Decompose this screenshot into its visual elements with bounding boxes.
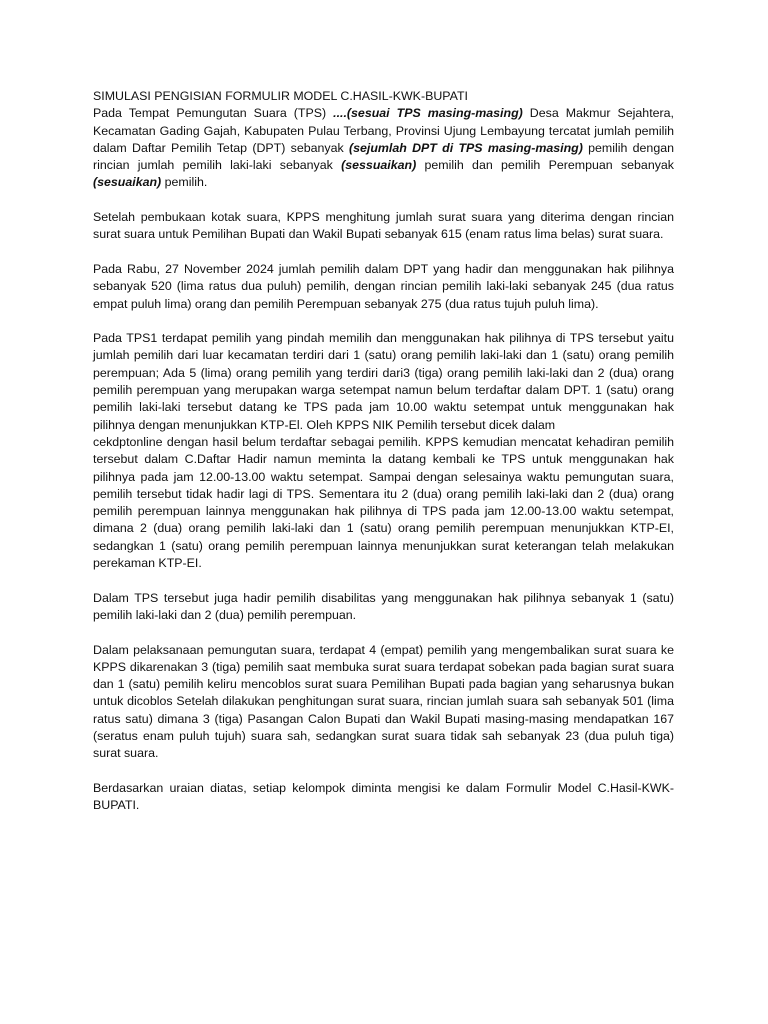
tps1-voters-part-2: cekdptonline dengan hasil belum terdaftar sebagai pemilih. KPPS kemudian mencatat kehadiran pemilih tersebut dalam C.Daftar Hadir namun meminta la datang kembali ke TPS untuk menggunakan hak pilihnya pada jam 12.00-13.00 waktu setempat. Sampai dengan selesainya waktu pemungutan suara, pemilih tersebut tidak hadir lagi di TPS. Sementara itu 2 (dua) orang pemilih laki-laki dan 2 (dua) orang pemilih perempuan lainnya menggunakan hak pilihnya di TPS pada jam 12.00-13.00 waktu setempat, dimana 2 (dua) orang pemilih laki-laki dan 1 (satu) orang pemilih perempuan menunjukkan KTP-EI, sedangkan 1 (satu) orang pemilih perempuan lainnya menunjukkan surat keterangan telah melakukan perekaman KTP-EI. <box>93 434 674 571</box>
tps1-voters-part-1: Pada TPS1 terdapat pemilih yang pindah memilih dan menggunakan hak pilihnya di TPS tersebut yaitu jumlah pemilih dari luar kecamatan terdiri dari 1 (satu) orang pemilih laki-laki dan 1 (satu) orang pemilih perempuan; Ada 5 (lima) orang pemilih yang terdiri dari3 (tiga) orang pemilih laki-laki dan 2 (dua) orang pemilih perempuan yang merupakan warga setempat namun belum terdaftar dalam DPT. 1 (satu) orang pemilih laki-laki tersebut datang ke TPS pada jam 10.00 waktu setempat untuk menggunakan hak pilihnya dengan menunjukkan KTP-El. Oleh KPPS NIK Pemilih tersebut dicek dalam <box>93 331 674 432</box>
intro-text-4: pemilih dan pemilih Perempuan sebanyak <box>416 158 674 173</box>
intro-emphasis-1: ....(sesuai TPS masing-masing) <box>333 106 523 121</box>
paragraph-intro <box>93 105 674 191</box>
intro-text-3: pemilih dengan rincian jumlah pemilih laki-laki sebanyak <box>93 140 674 173</box>
paragraph-tps1-voters <box>93 330 674 572</box>
paragraph-voter-turnout: Pada Rabu, 27 November 2024 jumlah pemilih dalam DPT yang hadir dan menggunakan hak pilihnya sebanyak 520 (lima ratus dua puluh) pemilih, dengan rincian pemilih laki-laki sebanyak 245 (dua ratus empat puluh lima) orang dan pemilih Perempuan sebanyak 275 (dua ratus tujuh puluh lima). <box>93 261 674 311</box>
paragraph-ballot-receipt: Setelah pembukaan kotak suara, KPPS menghitung jumlah surat suara yang diterima dengan rincian surat suara untuk Pemilihan Bupati dan Wakil Bupati sebanyak 615 (enam ratus lima belas) surat suara. <box>93 210 674 242</box>
intro-text-5: pemilih. <box>161 175 208 190</box>
intro-emphasis-2: (sejumlah DPT di TPS masing-masing) <box>348 140 583 155</box>
intro-text-2: Desa Makmur Sejahtera, Kecamatan Gading Gajah, Kabupaten Pulau Terbang, Provinsi Ujung Lembayung tercatat jumlah pemilih dalam Daftar Pemilih Tetap (DPT) sebanyak <box>93 106 674 155</box>
document-page <box>93 88 674 832</box>
paragraph-disability-voters: Dalam TPS tersebut juga hadir pemilih disabilitas yang menggunakan hak pilihnya sebanyak 1 (satu) pemilih laki-laki dan 2 (dua) pemilih perempuan. <box>93 590 674 622</box>
intro-emphasis-4: (sesuaikan) <box>93 175 162 190</box>
intro-text-1: Pada Tempat Pemungutan Suara (TPS) <box>93 106 334 121</box>
intro-emphasis-3: (sessuaikan) <box>341 158 417 173</box>
document-title: SIMULASI PENGISIAN FORMULIR MODEL C.HASIL-KWK-BUPATI <box>93 89 468 103</box>
paragraph-instruction: Berdasarkan uraian diatas, setiap kelompok diminta mengisi ke dalam Formulir Model C.Hasil-KWK-BUPATI. <box>93 780 674 813</box>
paragraph-ballot-count: Dalam pelaksanaan pemungutan suara, terdapat 4 (empat) pemilih yang mengembalikan surat suara ke KPPS dikarenakan 3 (tiga) pemilih saat membuka surat suara terdapat sobekan pada bagian surat suara dan 1 (satu) pemilih keliru mencoblos surat suara Pemilihan Bupati pada bagian yang seharusnya bukan untuk dicoblos Setelah dilakukan penghitungan surat suara, rincian jumlah suara sah sebanyak 501 (lima ratus satu) dimana 3 (tiga) Pasangan Calon Bupati dan Wakil Bupati masing-masing mendapatkan 167 (seratus enam puluh tujuh) suara sah, sedangkan surat suara tidak sah sebanyak 23 (dua puluh tiga) surat suara. <box>93 642 674 761</box>
